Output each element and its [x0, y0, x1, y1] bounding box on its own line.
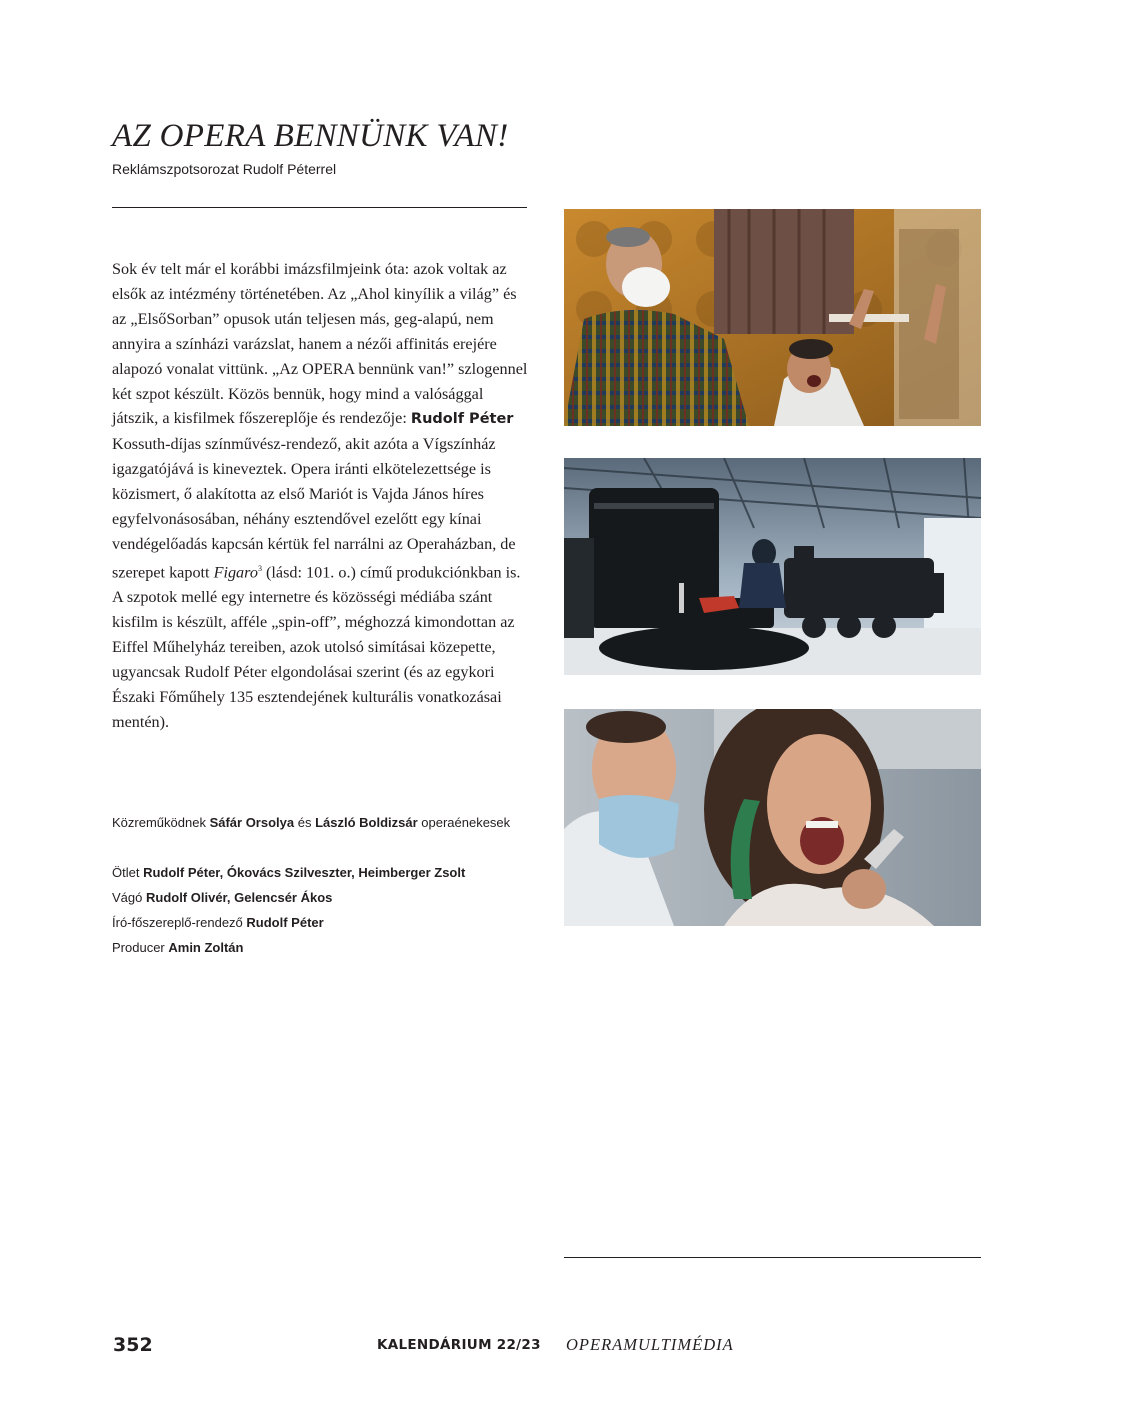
credit-label: operaénekesek — [417, 815, 511, 830]
credit-label: Ötlet — [112, 865, 144, 880]
credit-name: Rudolf Péter — [246, 915, 324, 930]
bottom-divider — [564, 1257, 981, 1258]
section-name: OPERAMULTIMÉDIA — [566, 1335, 734, 1354]
credits-cast — [112, 810, 532, 835]
credit-name: Sáfár Orsolya — [209, 815, 295, 830]
credit-label: Közreműködnek — [112, 815, 210, 830]
body-text-segment: Kossuth-díjas színművész-rendező, akit azóta a Vígszínház igazgatójává is kineveztek. Opera iránti elkötelezettsége is közismert, ő alakította az első Mariót is Vajda János híres egyfelvonásosában, néhány esztendővel ezelőtt egy kínai vendégelőadás kapcsán kértük fel narrálni az Operaházban, de szerepet kapott — [112, 435, 516, 582]
article-subtitle: Reklámszpotsorozat Rudolf Péterrel — [112, 161, 337, 177]
body-paragraph-2: A szpotok mellé egy internetre és közösségi médiába szánt kisfilm is készült, afféle „spin-off”, méghozzá kimondottan az Eiffel Műhelyház tereiben, azok utolsó simításai közepette, ugyancsak Rudolf Péter elgondolásai szerint (és az egykori Északi Főműhely 135 esztendejének kulturális vonatkozásai mentén). — [112, 588, 515, 731]
publication-name: KALENDÁRIUM 22/23 — [377, 1337, 541, 1353]
article-body — [112, 257, 528, 735]
credit-label: Vágó — [112, 890, 146, 905]
photo-shaving-scene — [564, 209, 981, 426]
credit-label: Producer — [112, 940, 169, 955]
body-text-segment: Sok év telt már el korábbi imázsfilmjeink óta: azok voltak az elsők az intézmény történetében. Az „Ahol kinyílik a világ” és az „ElsőSorban” opusok után teljesen más, geg-alapú, nem annyira a színházi varázslat, hanem a nézői affinitás erejére alapozó vonalat vittünk. „Az OPERA bennünk van!” szlogennel két szpot készült. Közös bennük, hogy mind a valósággal játszik, a kisfilmek főszereplője és rendezője: — [112, 260, 528, 428]
photo-workshop-scene — [564, 458, 981, 675]
credits-idea — [112, 860, 532, 885]
title-divider — [112, 207, 527, 208]
credits-producer — [112, 935, 532, 960]
body-paragraph-1 — [112, 257, 528, 585]
article-title: AZ OPERA BENNÜNK VAN! — [112, 118, 509, 154]
credit-name: Rudolf Péter, Ókovács Szilveszter, Heimberger Zsolt — [143, 865, 466, 880]
footnote-marker: 3 — [257, 563, 262, 573]
photo-dentist-illustration — [564, 709, 981, 926]
credits-block — [112, 810, 532, 960]
work-title: Figaro — [213, 563, 258, 582]
photo-locomotive-illustration — [564, 458, 981, 675]
highlighted-name: Rudolf Péter — [410, 411, 514, 428]
credits-editor — [112, 885, 532, 910]
credit-name: Rudolf Olivér, Gelencsér Ákos — [145, 890, 333, 905]
credit-label: és — [294, 815, 316, 830]
page-number: 352 — [113, 1334, 153, 1356]
photo-shaving-illustration — [564, 209, 981, 426]
credits-spacer — [112, 835, 532, 860]
credit-name: Amin Zoltán — [168, 940, 244, 955]
body-text-segment: (lásd: 101. o.) című produkciónkban is. — [261, 563, 521, 582]
photo-dentist-scene — [564, 709, 981, 926]
credit-name: László Boldizsár — [315, 815, 418, 830]
credit-label: Író-főszereplő-rendező — [112, 915, 247, 930]
credits-writer — [112, 910, 532, 935]
